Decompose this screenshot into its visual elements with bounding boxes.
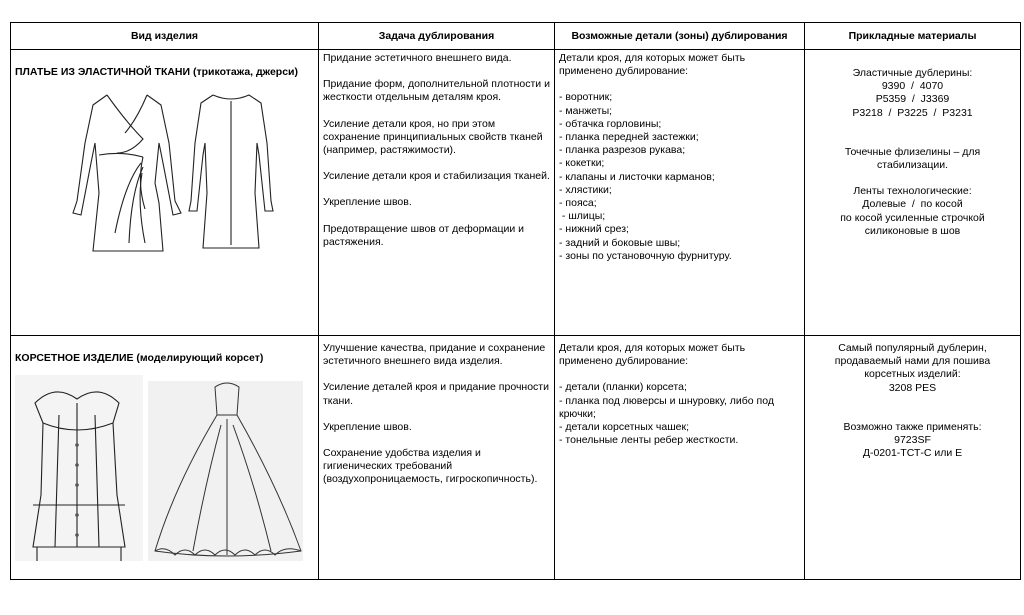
task-text: Усиление детали кроя, но при этом сохранение принципиальных свойств тканей (например, растяжимости). (323, 117, 543, 157)
table-row (11, 50, 1021, 336)
task-cell (319, 50, 555, 336)
material-text: Точечные флизелины – для (844, 145, 981, 158)
list-item: - детали корсетных чашек; (559, 421, 690, 434)
materials-cell (805, 336, 1021, 580)
material-text: Ленты технологические: (853, 185, 972, 198)
list-item: - планка разрезов рукава; (559, 144, 686, 157)
material-text: 9390 / 4070 (881, 80, 944, 93)
list-item: - кокетки; (559, 157, 605, 170)
details-intro: Детали кроя, для которых может быть применено дублирование: (559, 342, 746, 368)
task-text: Усиление деталей кроя и придание прочности ткани. (323, 381, 549, 407)
material-text: P5359 / J3369 (875, 93, 950, 106)
material-text: силиконовые в шов (864, 224, 961, 237)
material-text: Эластичные дублерины: (852, 67, 973, 79)
table-row (11, 336, 1021, 580)
list-item: - планка под люверсы и шнуровку, либо под крючки; (559, 394, 774, 420)
task-text: Придание эстетичного внешнего вида. (323, 52, 512, 64)
material-text: Возможно также применять: (843, 420, 982, 433)
header-task: Задача дублирования (319, 23, 555, 50)
material-text: Долевые / по косой (862, 198, 963, 211)
list-item: - задний и боковые швы; (559, 236, 681, 249)
task-cell (319, 336, 555, 580)
material-text: Самый популярный дублерин, (838, 342, 987, 354)
list-item: - пояса; (559, 197, 597, 210)
material-text: стабилизации. (877, 159, 948, 172)
corset-illustration (15, 375, 305, 565)
list-item: - обтачка горловины; (559, 117, 662, 130)
material-text: 3208 PES (888, 381, 937, 394)
header-materials: Прикладные материалы (805, 23, 1021, 50)
task-text: Укрепление швов. (323, 196, 412, 209)
task-text: Предотвращение швов от деформации и растяжения. (323, 222, 525, 248)
task-text: Улучшение качества, придание и сохранение эстетичного внешнего вида изделия. (323, 342, 546, 368)
list-item: - зоны по установочную фурнитуру. (559, 249, 732, 262)
dress-illustration (45, 83, 285, 258)
task-text: Сохранение удобства изделия и гигиенических требований (воздухопроницаемость, гигроскопичность). (323, 447, 538, 486)
material-text: Д-0201-ТСТ-С или Е (862, 447, 963, 460)
task-text: Придание форм, дополнительной плотности и жесткости отдельным деталям кроя. (323, 78, 550, 104)
list-item: - детали (планки) корсета; (559, 381, 687, 394)
material-text: 9723SF (894, 434, 931, 447)
list-item: - тонельные ленты ребер жесткости. (559, 434, 739, 447)
details-cell (555, 336, 805, 580)
duplication-table (10, 22, 1021, 580)
material-text: по косой усиленные строчкой (840, 211, 985, 224)
task-text: Укрепление швов. (323, 420, 412, 433)
list-item: - воротник; (559, 91, 613, 104)
details-cell (555, 50, 805, 336)
list-item: - шлицы; (559, 210, 606, 223)
list-item: - манжеты; (559, 104, 613, 117)
list-item: - планка передней застежки; (559, 131, 699, 144)
product-title: КОРСЕТНОЕ ИЗДЕЛИЕ (моделирующий корсет) (15, 352, 264, 364)
materials-cell (805, 50, 1021, 336)
header-details: Возможные детали (зоны) дублирования (555, 23, 805, 50)
task-text: Усиление детали кроя и стабилизация тканей. (323, 170, 550, 183)
list-item: - нижний срез; (559, 223, 629, 236)
product-cell (11, 50, 319, 336)
header-row (11, 23, 1021, 50)
header-product-type: Вид изделия (11, 23, 319, 50)
material-text: P3218 / P3225 / P3231 (852, 106, 973, 119)
material-text: корсетных изделий: (864, 368, 961, 381)
material-text: продаваемый нами для пошива (834, 355, 991, 368)
list-item: - хлястики; (559, 183, 612, 196)
details-intro: Детали кроя, для которых может быть применено дублирование: (559, 52, 746, 78)
product-cell (11, 336, 319, 580)
list-item: - клапаны и листочки карманов; (559, 170, 715, 183)
product-title: ПЛАТЬЕ ИЗ ЭЛАСТИЧНОЙ ТКАНИ (трикотажа, джерси) (15, 66, 299, 78)
